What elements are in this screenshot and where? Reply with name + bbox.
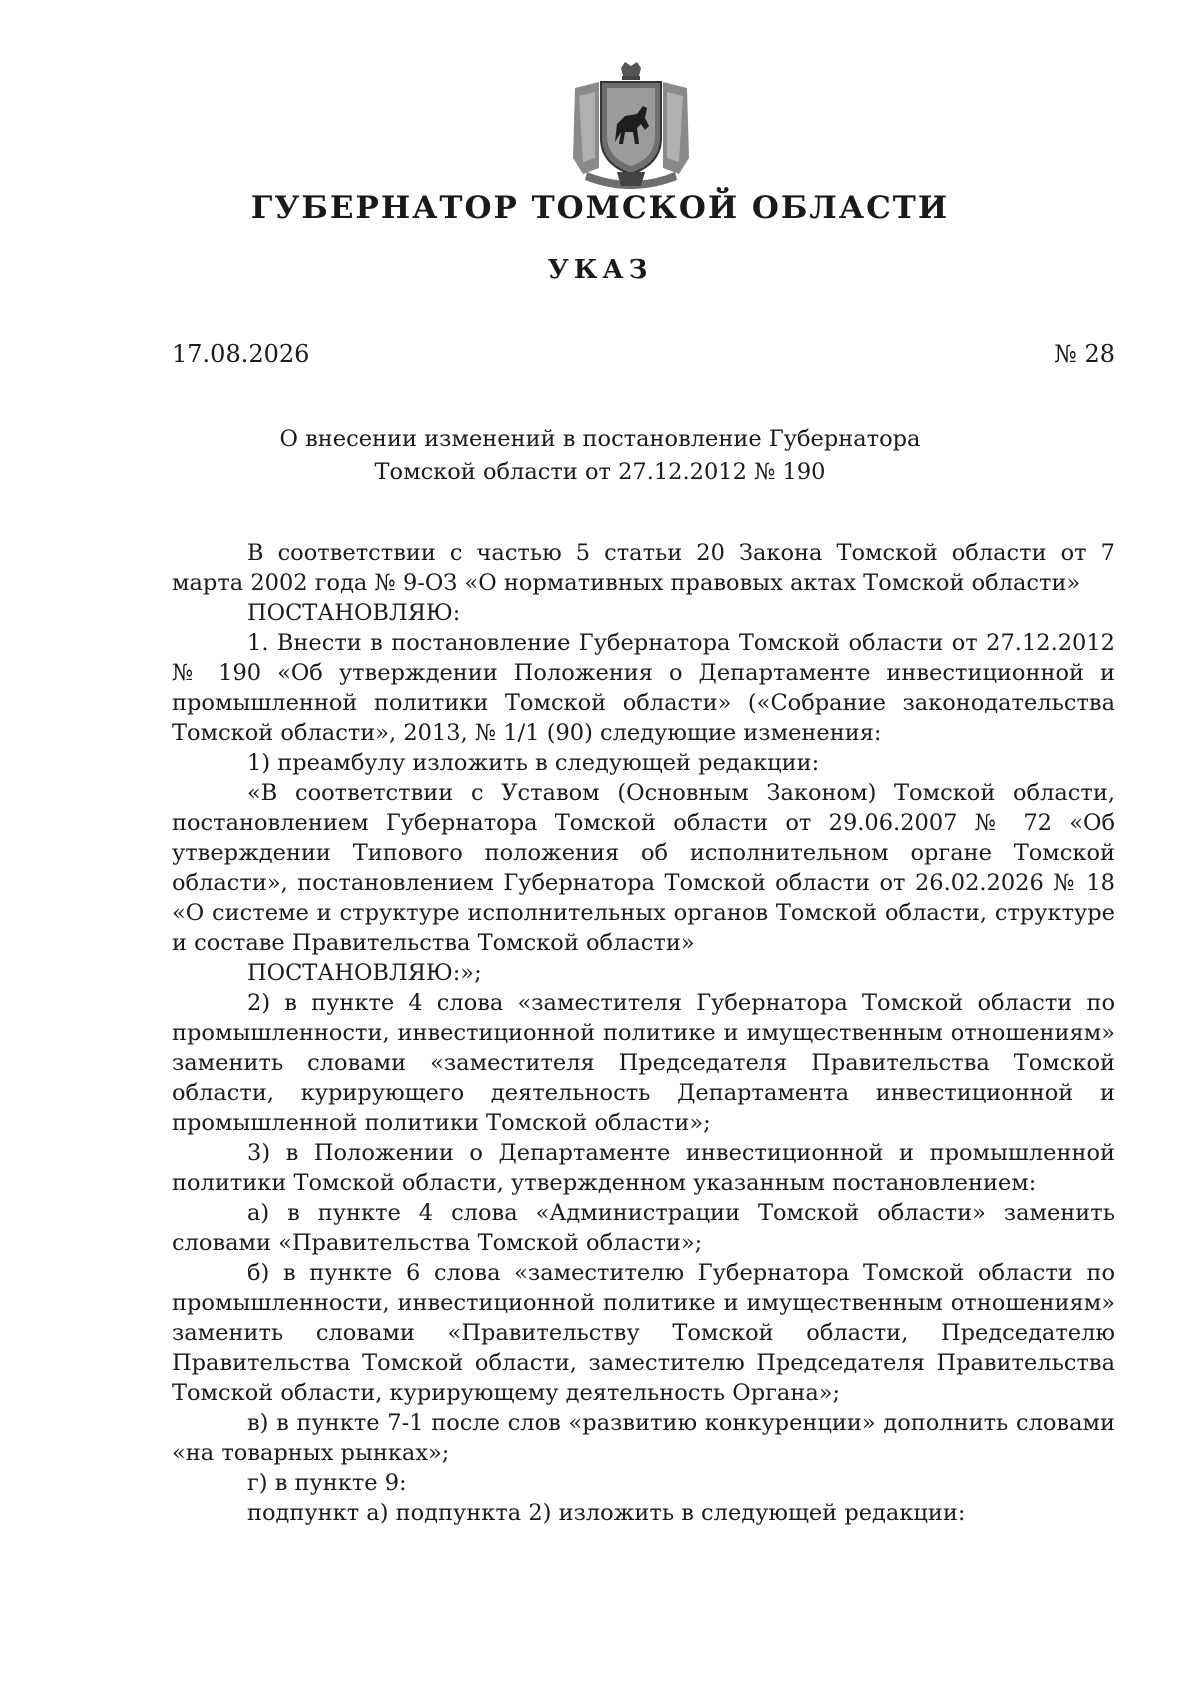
subject-line-2: Томской области от 27.12.2012 № 190 — [374, 459, 826, 485]
document-subject — [0, 423, 1200, 489]
document-type: УКАЗ — [547, 255, 653, 285]
document-body — [172, 538, 1115, 1528]
paragraph-subitem-2: 2) в пункте 4 слова «заместителя Губернатора Томской области по промышленности, инвестиционной политике и имущественным отношениям» заменить словами «заместителя Председателя Правительства Томской области, курирующего деятельность Департамента инвестиционной и промышленной политики Томской области»; — [172, 990, 1115, 1136]
paragraph-postanovlyayu-quoted: ПОСТАНОВЛЯЮ:»; — [247, 960, 482, 986]
paragraph-new-preamble: «В соответствии с Уставом (Основным Законом) Томской области, постановлением Губернатора Томской области от 29.06.2007 № 72 «Об утверждении Типового положения об исполнительном органе Томской области», постановлением Губернатора Томской области от 26.02.2026 № 18 «О системе и структуре исполнительных органов Томской области, структуре и составе Правительства Томской области» — [172, 780, 1115, 956]
paragraph-subitem-a: а) в пункте 4 слова «Администрации Томской области» заменить словами «Правительства Томской области»; — [172, 1200, 1115, 1256]
paragraph-subitem-v: в) в пункте 7-1 после слов «развитию конкуренции» дополнить словами «на товарных рынках»; — [172, 1410, 1115, 1466]
paragraph-subitem-g: г) в пункте 9: — [247, 1470, 407, 1496]
paragraph-subitem-1: 1) преамбулу изложить в следующей редакции: — [247, 750, 820, 776]
paragraph-postanovlyayu: ПОСТАНОВЛЯЮ: — [247, 600, 461, 626]
paragraph-subitem-b: б) в пункте 6 слова «заместителю Губернатора Томской области по промышленности, инвестиционной политике и имущественным отношениям» заменить словами «Правительству Томской области, Председателю Правительства Томской области, заместителю Председателя Правительства Томской области, курирующему деятельность Органа»; — [172, 1260, 1115, 1406]
authority-title: ГУБЕРНАТОР ТОМСКОЙ ОБЛАСТИ — [250, 190, 950, 226]
paragraph-preamble: В соответствии с частью 5 статьи 20 Закона Томской области от 7 марта 2002 года № 9-ОЗ «О нормативных правовых актах Томской области» — [172, 540, 1115, 596]
document-number: № 28 — [1054, 340, 1115, 368]
paragraph-subitem-3: 3) в Положении о Департаменте инвестиционной и промышленной политики Томской области, утвержденном указанным постановлением: — [172, 1140, 1115, 1196]
subject-line-1: О внесении изменений в постановление Губернатора — [279, 426, 921, 452]
document-date: 17.08.2026 — [172, 340, 310, 368]
coat-of-arms-icon — [565, 62, 697, 190]
paragraph-subpoint: подпункт а) подпункта 2) изложить в следующей редакции: — [247, 1500, 966, 1526]
paragraph-item-1: 1. Внести в постановление Губернатора Томской области от 27.12.2012 № 190 «Об утверждении Положения о Департаменте инвестиционной и промышленной политики Томской области» («Собрание законодательства Томской области», 2013, № 1/1 (90) следующие изменения: — [172, 630, 1115, 746]
